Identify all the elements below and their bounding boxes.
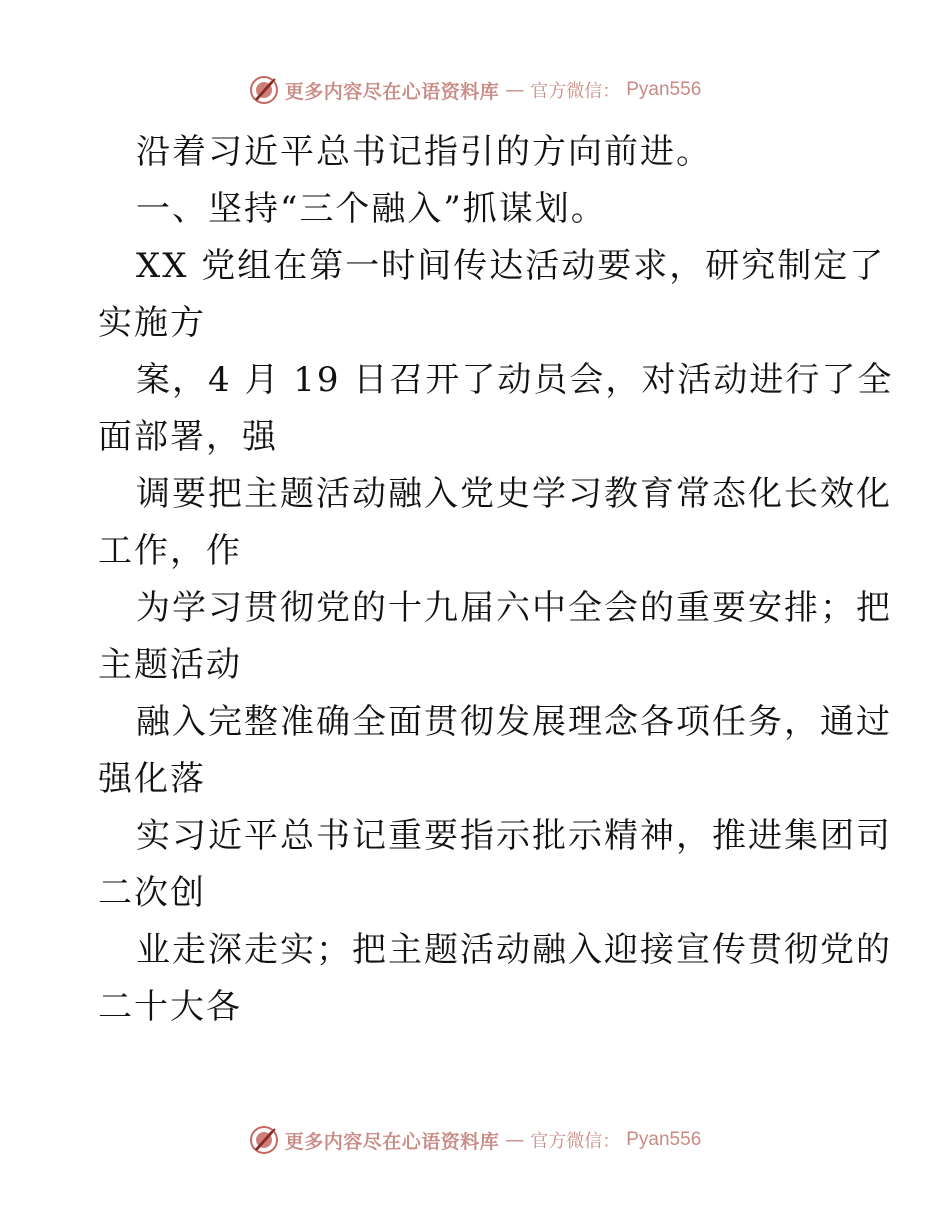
- body-line: 工作，作: [98, 531, 242, 571]
- watermark-site-text: 更多内容尽在心语资料库: [284, 1130, 500, 1153]
- body-line: 强化落: [98, 759, 206, 799]
- body-line: 一、坚持“三个融入”抓谋划。: [136, 189, 607, 229]
- quill-seal-icon: [249, 1125, 279, 1155]
- body-line: 业走深走实；把主题活动融入迎接宣传贯彻党的: [136, 930, 892, 970]
- document-body: [98, 124, 894, 1036]
- body-line: 主题活动: [98, 645, 242, 685]
- watermark-wechat-label: 官方微信：: [530, 1131, 621, 1152]
- body-line: 为学习贯彻党的十九届六中全会的重要安排；把: [136, 588, 892, 628]
- header-watermark: [0, 70, 950, 110]
- watermark-dash: —: [505, 79, 525, 101]
- watermark-wechat-label: 官方微信：: [530, 81, 621, 102]
- body-line: 面部署，强: [98, 417, 278, 457]
- body-line: 案，4 月 19 日召开了动员会，对活动进行了全: [136, 360, 894, 400]
- quill-seal-icon: [249, 75, 279, 105]
- body-line: XX 党组在第一时间传达活动要求，研究制定了: [136, 246, 886, 286]
- watermark-dash: —: [505, 1129, 525, 1151]
- body-line: 二十大各: [98, 987, 242, 1027]
- body-line: 融入完整准确全面贯彻发展理念各项任务，通过: [136, 702, 892, 742]
- watermark-wechat-id: Pyan556: [626, 1129, 702, 1150]
- body-line: 二次创: [98, 873, 206, 913]
- footer-watermark: [0, 1120, 950, 1160]
- watermark-site-text: 更多内容尽在心语资料库: [284, 80, 500, 103]
- watermark-wechat-id: Pyan556: [626, 79, 702, 100]
- body-line: 调要把主题活动融入党史学习教育常态化长效化: [136, 474, 892, 514]
- body-line: 沿着习近平总书记指引的方向前进。: [136, 132, 712, 172]
- body-line: 实习近平总书记重要指示批示精神，推进集团司: [136, 816, 892, 856]
- body-line: 实施方: [98, 303, 206, 343]
